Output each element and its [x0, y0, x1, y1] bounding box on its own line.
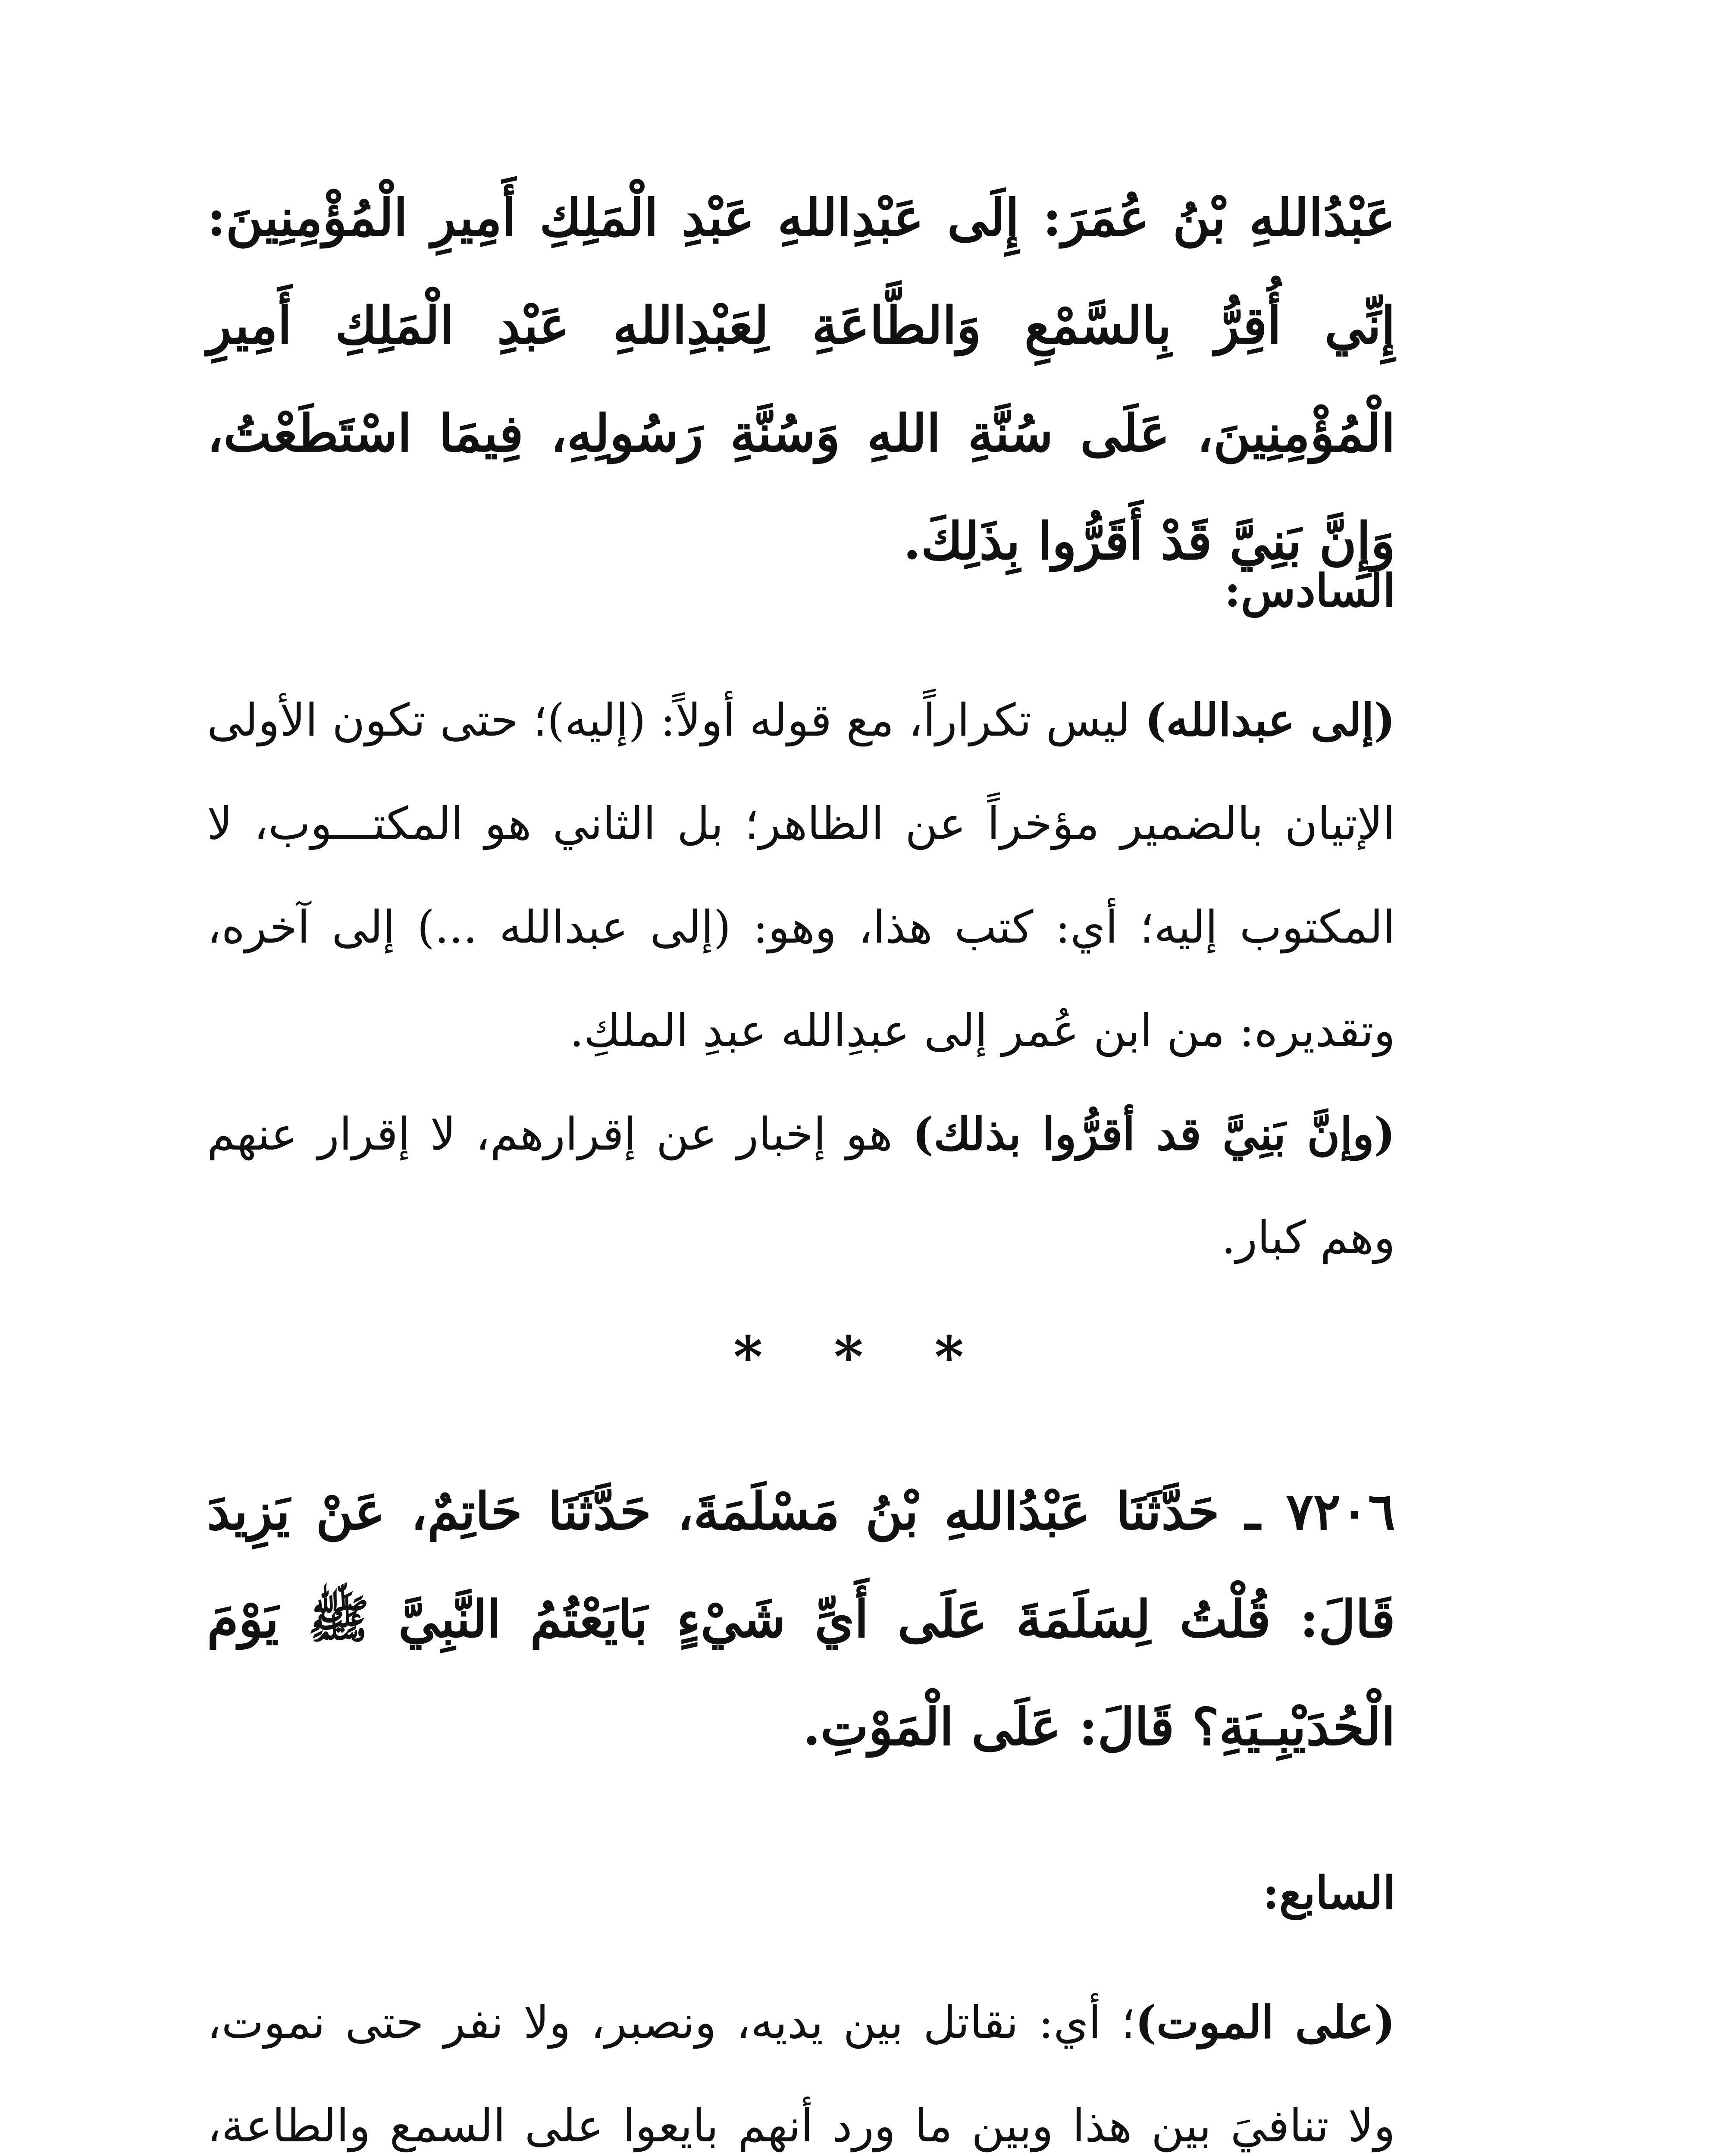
hadith-text-2	[207, 1457, 1395, 1781]
commentary-section-7	[207, 1841, 1395, 2156]
commentary-text: هو إخبار عن إقرارهم، لا إقرار عنهم وهم كبار.	[207, 1108, 1395, 1264]
section-heading: السابع:	[1262, 1866, 1395, 1919]
commentary-paragraph	[207, 668, 1395, 1082]
hadith-1-paragraph: عَبْدُاللهِ بْنُ عُمَرَ: إِلَى عَبْدِاللهِ عَبْدِ الْمَلِكِ أَمِيرِ الْمُؤْمِنِينَ: إِنِّي أُقِرُّ بِالسَّمْعِ وَالطَّاعَةِ لِعَبْدِاللهِ عَبْدِ الْمَلِكِ أَمِيرِ الْمُؤْمِنِينَ، عَلَى سُنَّةِ اللهِ وَسُنَّةِ رَسُولِهِ، فِيمَا اسْتَطَعْتُ، وَإِنَّ بَنِيَّ قَدْ أَقَرُّوا بِذَلِكَ.	[207, 188, 1395, 571]
hadith-text-1	[207, 164, 1395, 595]
hadith-2-paragraph: ٧٢٠٦ ـ حَدَّثَنَا عَبْدُاللهِ بْنُ مَسْلَمَةَ، حَدَّثَنَا حَاتِمٌ، عَنْ يَزِيدَ قَالَ: قُلْتُ لِسَلَمَةَ عَلَى أَيِّ شَيْءٍ بَايَعْتُمُ النَّبِيَّ ﷺ يَوْمَ الْحُدَيْبِـيَةِ؟ قَالَ: عَلَى الْمَوْتِ.	[207, 1481, 1395, 1757]
quoted-phrase: (على الموت)	[1135, 1996, 1395, 2049]
quoted-phrase: (إلى عبدالله)	[1144, 693, 1396, 746]
commentary-section-6	[207, 539, 1395, 1289]
quoted-phrase: (وإنَّ بَنِيَّ قد أقرُّوا بذلك)	[912, 1107, 1396, 1160]
commentary-text: ؛ أي: نقاتل بين يديه، ونصبر، ولا نفر حتى نموت، ولا تنافيَ بين هذا وبين ما ورد أنهم بايعوا على السمع والطاعة،	[207, 1996, 1395, 2152]
commentary-paragraph	[207, 1082, 1395, 1289]
commentary-text: ليس تكراراً، مع قوله أولاً: (إليه)؛ حتى تكون الأولى الإتيان بالضمير مؤخراً عن الظاهر؛ بل الثاني هو المكتـــوب، لا المكتوب إليه؛ أي: كتب هذا، وهو: (إلى عبدالله ...) إلى آخره، وتقديره: من ابن عُمر إلى عبدِالله عبدِ الملكِ.	[207, 694, 1396, 1057]
section-heading: السادس:	[1224, 564, 1395, 617]
section-separator: * * *	[733, 1324, 990, 1390]
commentary-paragraph	[207, 1971, 1395, 2156]
